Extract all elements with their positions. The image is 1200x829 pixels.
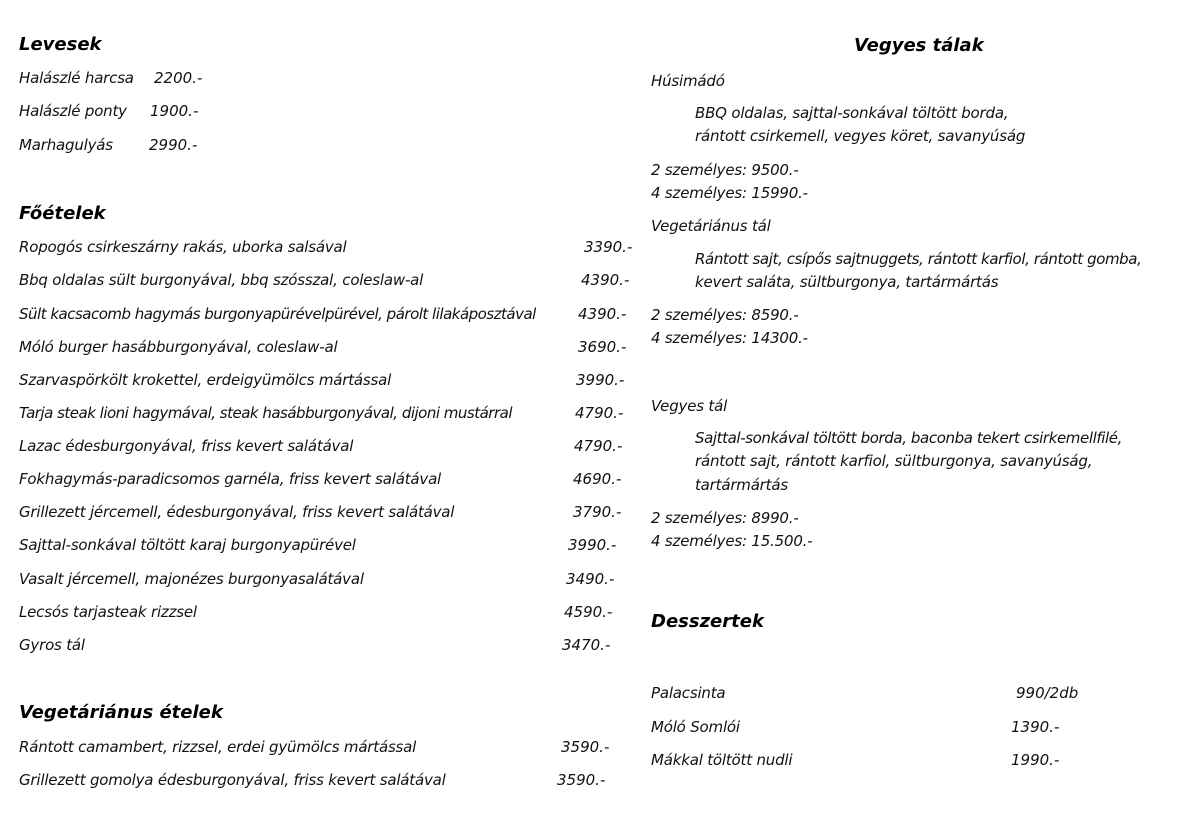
menu-item-name: Palacsinta [651, 684, 726, 702]
menu-item-name: Gyros tál [19, 636, 85, 654]
platter-name: Húsimádó [651, 72, 725, 90]
platter-desc-line: BBQ oldalas, sajttal-sonkával töltött borda, [695, 104, 1009, 122]
menu-item-name: Lecsós tarjasteak rizzsel [19, 603, 197, 621]
platter-desc-line: Rántott sajt, csípős sajtnuggets, rántott karfiol, rántott gomba, [695, 250, 1142, 268]
section-title-desserts: Desszertek [651, 611, 764, 632]
menu-item-name: Marhagulyás [19, 136, 113, 154]
menu-item-price: 4790.- [575, 404, 624, 422]
platter-desc-line: rántott sajt, rántott karfiol, sültburgonya, savanyúság, [695, 452, 1093, 470]
menu-item-name: Szarvaspörkölt krokettel, erdeigyümölcs mártással [19, 371, 392, 389]
menu-item-price: 1990.- [1011, 751, 1060, 769]
menu-item-name: Mákkal töltött nudli [651, 751, 793, 769]
menu-item-name: Sajttal-sonkával töltött karaj burgonyapürével [19, 536, 356, 554]
menu-item-price: 3490.- [566, 570, 615, 588]
menu-item-name: Móló Somlói [651, 718, 740, 736]
menu-item-price: 4390.- [581, 271, 630, 289]
platter-price-2: 2 személyes: 8990.- [651, 509, 799, 527]
menu-item-name: Ropogós csirkeszárny rakás, uborka salsával [19, 238, 347, 256]
menu-item-name: Grillezett gomolya édesburgonyával, friss kevert salátával [19, 771, 446, 789]
menu-item-price: 3790.- [573, 503, 622, 521]
menu-item-name: Sült kacsacomb hagymás burgonyapürévelpürével, párolt lilakáposztával [19, 305, 536, 323]
menu-item-price: 3990.- [576, 371, 625, 389]
section-title-vegetarian: Vegetáriánus ételek [19, 702, 223, 723]
section-title-mains: Főételek [19, 203, 106, 224]
menu-item-name: Lazac édesburgonyával, friss kevert salátával [19, 437, 354, 455]
menu-item-price: 2200.- [154, 69, 203, 87]
platter-price-2: 2 személyes: 9500.- [651, 161, 799, 179]
menu-item-price: 4790.- [574, 437, 623, 455]
menu-item-price: 3390.- [584, 238, 633, 256]
platter-price-4: 4 személyes: 15.500.- [651, 532, 813, 550]
menu-item-price: 3470.- [562, 636, 611, 654]
menu-item-price: 4590.- [564, 603, 613, 621]
menu-item-price: 1900.- [150, 102, 199, 120]
platter-desc-line: kevert saláta, sültburgonya, tartármártás [695, 273, 999, 291]
platter-name: Vegyes tál [651, 397, 728, 415]
menu-item-name: Halászlé ponty [19, 102, 127, 120]
menu-item-price: 2990.- [149, 136, 198, 154]
platter-desc-line: rántott csirkemell, vegyes köret, savanyúság [695, 127, 1026, 145]
menu-item-name: Grillezett jércemell, édesburgonyával, friss kevert salátával [19, 503, 455, 521]
menu-item-name: Rántott camambert, rizzsel, erdei gyümölcs mártással [19, 738, 417, 756]
menu-item-price: 3590.- [557, 771, 606, 789]
menu-item-price: 3590.- [561, 738, 610, 756]
menu-item-name: Fokhagymás-paradicsomos garnéla, friss kevert salátával [19, 470, 442, 488]
platter-price-2: 2 személyes: 8590.- [651, 306, 799, 324]
menu-item-price: 3990.- [568, 536, 617, 554]
menu-item-price: 4390.- [578, 305, 627, 323]
menu-item-name: Bbq oldalas sült burgonyával, bbq szósszal, coleslaw-al [19, 271, 424, 289]
menu-item-price: 3690.- [578, 338, 627, 356]
platter-price-4: 4 személyes: 14300.- [651, 329, 808, 347]
menu-item-name: Halászlé harcsa [19, 69, 134, 87]
menu-item-price: 4690.- [573, 470, 622, 488]
platter-desc-line: tartármártás [695, 476, 788, 494]
menu-item-name: Vasalt jércemell, majonézes burgonyasalátával [19, 570, 364, 588]
platter-desc-line: Sajttal-sonkával töltött borda, baconba tekert csirkemellfilé, [695, 429, 1122, 447]
menu-item-name: Móló burger hasábburgonyával, coleslaw-al [19, 338, 338, 356]
menu-item-name: Tarja steak lioni hagymával, steak hasábburgonyával, dijoni mustárral [19, 404, 512, 422]
section-title-soups: Levesek [19, 34, 102, 55]
platter-price-4: 4 személyes: 15990.- [651, 184, 808, 202]
menu-item-price: 990/2db [1016, 684, 1079, 702]
section-title-platters: Vegyes tálak [854, 35, 984, 56]
menu-item-price: 1390.- [1011, 718, 1060, 736]
platter-name: Vegetáriánus tál [651, 217, 771, 235]
